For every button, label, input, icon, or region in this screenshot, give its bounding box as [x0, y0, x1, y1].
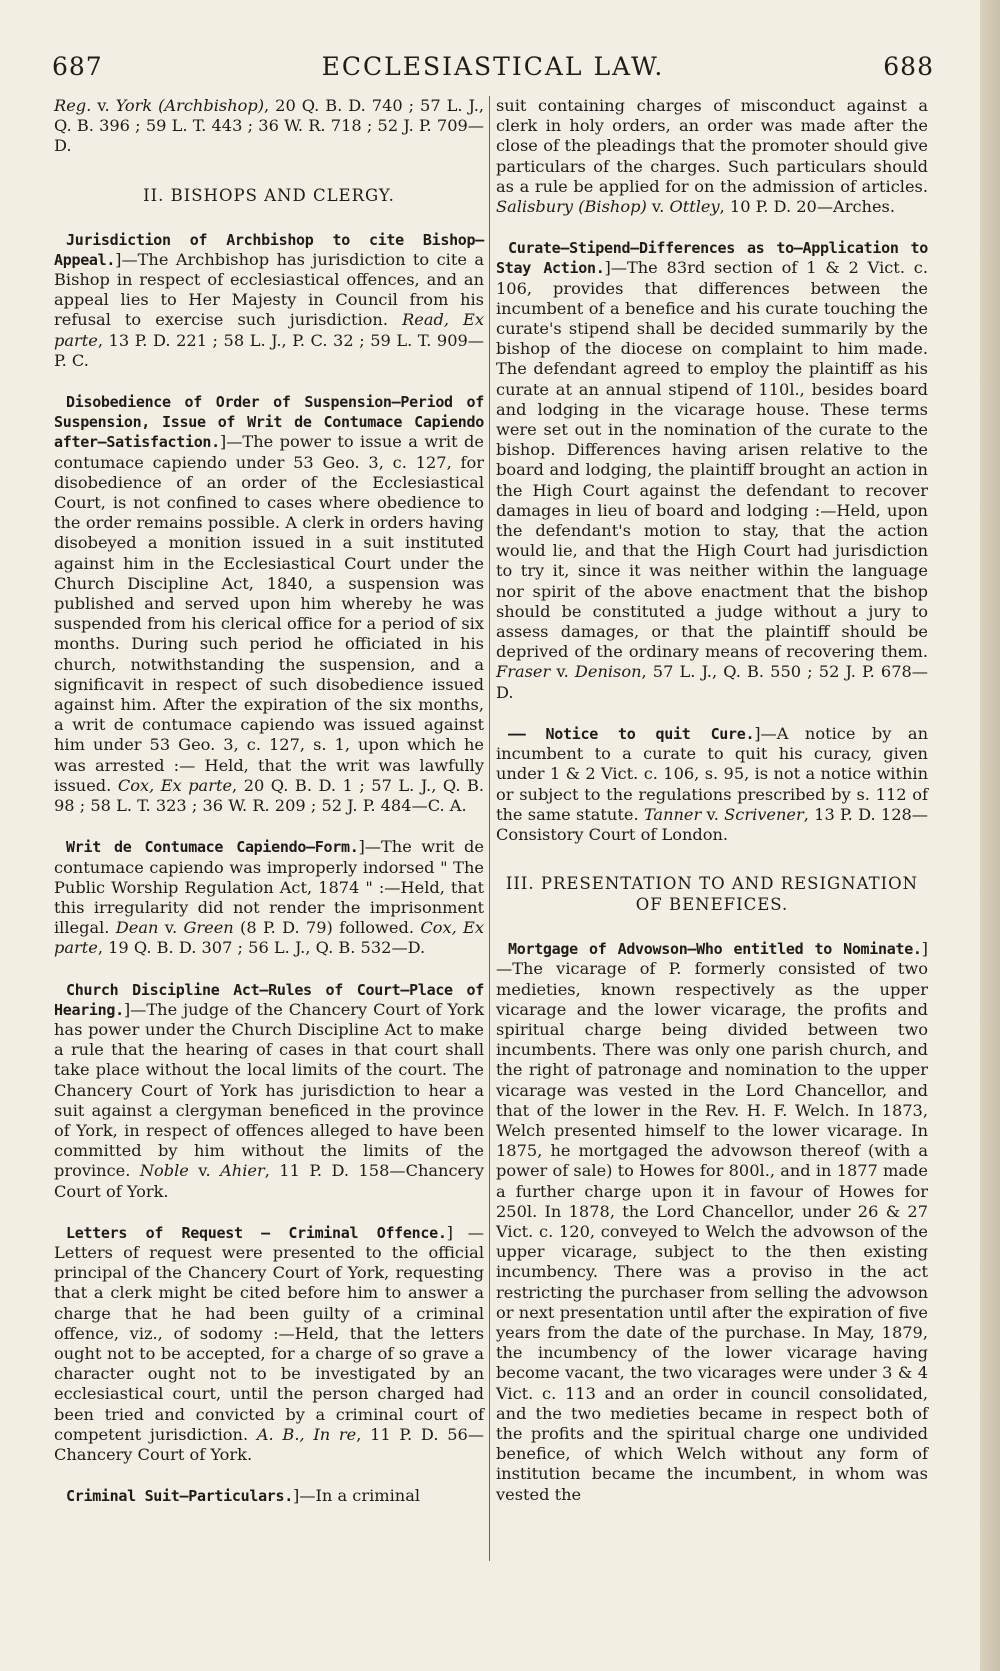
entry-text: ]—The vicarage of P. formerly consisted of two medieties, known respectively as the upper vicarage and the lower vicarage, the profits and spiritual charge being divided between two incumbents. There was only one parish church, and the right of patronage and nomination to the upper vicarage was vested in the Lord Chancellor, and that of the lower in the Rev. H. F. Welch. In 1873, Welch presented himself to the lower vicarage. In 1875, he mortgaged the advowson thereof (with a power of sale) to Howes for 800l., and in 1877 made a further charge upon it in favour of Howes for 250l. In 1878, the Lord Chancellor, under 26 & 27 Vict. c. 120, conveyed to Welch the advowson of the upper vicarage, subject to the then existing incumbency. There was a proviso in the act restricting the purchaser from selling the advowson or next presentation until after the expiration of five years from the date of the purchase. In May, 1879, the incumbency of the lower vicarage having become vacant, the two vicarages were under 3 & 4 Vict. c. 113 and an order in council consolidated, and the two medieties became in respect both of the profits and the spiritual charge one undivided benefice, of which Welch without any form of institution became the incumbent, in whom was vested the — [496, 939, 928, 1504]
entry-heading: Curate—Stipend—Differences as to—Application to Stay Action. — [496, 239, 928, 278]
entry-text: ]—A notice by an incumbent to a curate to quit his curacy, given under 1 & 2 Vict. c. 106, s. 95, is not a notice within or subject to the regulations prescribed by s. 112 of the same statute. — [496, 723, 928, 824]
right-page-number: 688 — [883, 52, 934, 81]
citation-text: , 11 P. D. 56—Chancery Court of York. — [54, 1424, 484, 1464]
entry-text: ]—In a criminal — [293, 1486, 421, 1506]
case-name: York (Archbishop) — [115, 96, 265, 115]
entry-paragraph — [54, 980, 484, 1202]
entry-text: ]—The Archbishop has jurisdiction to cite a Bishop in respect of ecclesiastical offences, and an appeal lies to Her Majesty in Council from his refusal to exercise such jurisdiction. — [54, 249, 484, 330]
entry-paragraph — [54, 837, 484, 958]
entry-heading: —— Notice to quit Cure. — [508, 724, 755, 743]
citation-text: , 11 P. D. 158—Chancery Court of York. — [54, 1161, 484, 1201]
entry-heading: Jurisdiction of Archbishop to cite Bishop—Appeal. — [54, 230, 484, 269]
citation-text: , 13 P. D. 221 ; 58 L. J., P. C. 32 ; 59 L. T. 909—P. C. — [54, 330, 484, 370]
case-name: A. B., In re — [256, 1424, 357, 1444]
case-name: Green — [183, 918, 234, 938]
case-name: Ottley — [669, 197, 720, 217]
case-name: Dean — [115, 918, 159, 938]
case-name: Fraser — [496, 662, 551, 682]
continuation-paragraph — [54, 96, 484, 157]
case-separator: v. — [188, 1161, 221, 1181]
case-name: Ahier — [220, 1161, 265, 1181]
page-edge — [980, 0, 1000, 1671]
case-name: Reg. — [54, 96, 92, 115]
entry-paragraph — [496, 939, 928, 1505]
right-column — [496, 96, 928, 1526]
section-heading-presentation: III. PRESENTATION TO AND RESIGNATION OF BENEFICES. — [505, 874, 919, 915]
entry-heading: Criminal Suit—Particulars. — [66, 1487, 294, 1506]
citation-text: , 57 L. J., Q. B. 550 ; 52 J. P. 678—D. — [496, 662, 928, 702]
entry-text: ]—The writ de contumace capiendo was improperly indorsed " The Public Worship Regulation Act, 1874 " :—Held, that this irregularity did not render the imprisonment illegal. — [54, 837, 484, 938]
entry-paragraph — [496, 238, 928, 703]
entry-heading: Church Discipline Act—Rules of Court—Place of Hearing. — [54, 980, 484, 1019]
column-divider — [489, 96, 490, 1561]
case-name: Scrivener — [724, 804, 804, 824]
entry-paragraph — [496, 724, 928, 845]
case-separator: v. — [646, 197, 670, 217]
case-separator: v. — [701, 804, 725, 824]
case-separator: v. — [158, 918, 184, 938]
left-page-number: 687 — [52, 52, 103, 81]
running-header — [52, 52, 934, 88]
case-name: Denison — [574, 662, 642, 682]
citation-text: , 13 P. D. 128—Consistory Court of London. — [496, 804, 928, 844]
entry-heading: Writ de Contumace Capiendo—Form. — [66, 838, 359, 857]
citation-text: , 19 Q. B. D. 307 ; 56 L. J., Q. B. 532—D. — [97, 938, 426, 958]
citation-text: (8 P. D. 79) followed. — [233, 918, 421, 938]
case-name: Tanner — [643, 804, 702, 824]
running-title: ECCLESIASTICAL LAW. — [321, 52, 665, 81]
entry-text: ]—The power to issue a writ de contumace capiendo under 53 Geo. 3, c. 127, for disobedience of an order of the Ecclesiastical Court, is not confined to cases where obedience to the order remains possible. A clerk in orders having disobeyed a monition issued in a suit instituted against him in the Ecclesiastical Court under the Church Discipline Act, 1840, a suspension was published and served upon him whereby he was suspended from his clerical office for a period of six months. During such period he officiated in his church, notwithstanding the suspension, and a significavit in respect of such disobedience issued against him. After the expiration of the six months, a writ de contumace capiendo was issued against him under 53 Geo. 3, c. 127, s. 1, upon which he was arrested :— Held, that the writ was lawfully issued. — [54, 432, 484, 795]
case-name: Read, Ex parte — [54, 310, 484, 350]
entry-heading: Letters of Request — Criminal Offence. — [66, 1223, 447, 1242]
entry-text: ]—The judge of the Chancery Court of York has power under the Church Discipline Act to make a rule that the hearing of cases in that court shall take place without the local limits of the court. The Chancery Court of York has jurisdiction to hear a suit against a clergyman beneficed in the province of York, in respect of offences alleged to have been committed by him without the limits of the province. — [54, 999, 484, 1181]
entry-heading: Mortgage of Advowson—Who entitled to Nominate. — [508, 940, 922, 959]
entry-paragraph — [54, 230, 484, 371]
case-name: Cox, Ex parte — [117, 775, 233, 795]
case-name: Salisbury (Bishop) — [496, 197, 647, 217]
citation-text: , 20 Q. B. D. 1 ; 57 L. J., Q. B. 98 ; 58 L. T. 323 ; 36 W. R. 209 ; 52 J. P. 484—C. A. — [54, 775, 485, 816]
case-name: Noble — [139, 1161, 189, 1181]
case-name: Cox, Ex parte — [54, 918, 484, 958]
entry-text: ]—The 83rd section of 1 & 2 Vict. c. 106, provides that differences between the incumbent of a benefice and his curate touching the curate's stipend shall be decided summarily by the bishop of the diocese on complaint to him made. The defendant agreed to employ the plaintiff as his curate at an annual stipend of 110l., besides board and lodging in the vicarage house. These terms were set out in the nomination of the curate to the bishop. Differences having arisen relative to the board and lodging, the plaintiff brought an action in the High Court against the defendant to recover damages in lieu of board and lodging :—Held, upon the defendant's motion to stay, that the action would lie, and that the High Court had jurisdiction to try it, since it was neither within the language nor spirit of the above enactment that the bishop should be constituted a judge without a jury to assess damages, or that the plaintiff should be deprived of the ordinary means of recovering them. — [496, 258, 928, 662]
section-heading-bishops-clergy: II. BISHOPS AND CLERGY. — [143, 185, 395, 205]
entry-paragraph — [54, 1486, 484, 1506]
entry-paragraph — [54, 392, 484, 816]
entry-text: ] — Letters of request were presented to the official principal of the Chancery Court of York, requesting that a clerk might be cited before him to answer a charge that he had been guilty of a criminal offence, viz., of sodomy :—Held, that the letters ought not to be accepted, for a charge of so grave a character ought not to be investigated by an ecclesiastical court, until the person charged had been tried and convicted by a criminal court of competent jurisdiction. — [54, 1222, 484, 1444]
entry-text: suit containing charges of misconduct against a clerk in holy orders, an order was made after the close of the pleadings that the promoter should give particulars of the charges. Such particulars should as a rule be applied for on the admission of articles. — [496, 96, 928, 196]
left-column — [54, 96, 484, 1527]
case-separator: v. — [91, 96, 116, 115]
case-separator: v. — [550, 662, 575, 682]
entry-heading: Disobedience of Order of Suspension—Period of Suspension, Issue of Writ de Contumace Capiendo after—Satisfaction. — [54, 393, 484, 452]
entry-paragraph — [54, 1223, 484, 1465]
citation-text: , 10 P. D. 20—Arches. — [719, 197, 895, 217]
citation-text: , 20 Q. B. D. 740 ; 57 L. J., Q. B. 396 ; 59 L. T. 443 ; 36 W. R. 718 ; 52 J. P. 709—D. — [54, 96, 484, 156]
continuation-paragraph — [496, 96, 928, 217]
